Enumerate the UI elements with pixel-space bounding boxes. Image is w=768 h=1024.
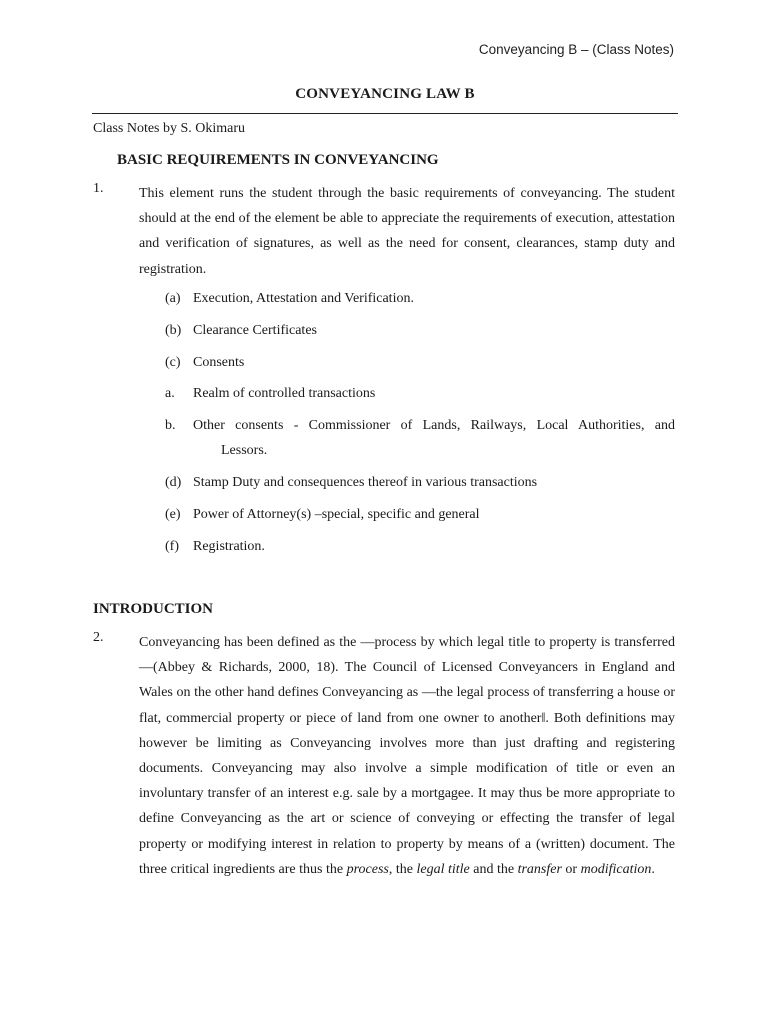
title-divider: [92, 113, 678, 114]
document-title: CONVEYANCING LAW B: [295, 86, 475, 102]
list-text: Power of Attorney(s) –special, specific and general: [193, 507, 480, 522]
list-text: Realm of controlled transactions: [193, 386, 376, 401]
list-text: Consents: [193, 355, 245, 370]
byline: Class Notes by S. Okimaru: [93, 121, 246, 136]
section-heading-basic-requirements: BASIC REQUIREMENTS IN CONVEYANCING: [117, 152, 439, 168]
list-text: Registration.: [193, 539, 265, 554]
paragraph-2: [139, 630, 675, 882]
paragraph-2-body: Conveyancing has been defined as the ―process by which legal title to property is transferred ―(Abbey & Richards, 2000, 18). The Council of Licensed Conveyancers in England and Wales on the other hand defines Conveyancing as ―the legal process of transferring a house or flat, commercial property or piece of land from one owner to another‖. Both definitions may however be limiting as Conveyancing involves more than just drafting and registering documents. Conveyancing may also involve a simple modification of title or even an involuntary transfer of an interest e.g. sale by a mortgagee. It may thus be more appropriate to define Conveyancing as the art or science of conveying or effecting the transfer of legal property or modifying interest in relation to property by means of a (written) document. The three critical ingredients are thus the: [139, 635, 675, 877]
term-process: process: [346, 861, 389, 877]
separator-text: , the: [388, 861, 417, 877]
separator-text: or: [561, 861, 581, 877]
list-marker: a.: [165, 386, 175, 401]
paragraph-number-2: 2.: [93, 630, 104, 645]
term-legal-title: legal title: [416, 861, 470, 877]
list-text: Other consents - Commissioner of Lands, Railways, Local Authorities, and: [193, 418, 675, 433]
list-marker: (a): [165, 291, 181, 306]
list-marker: (e): [165, 507, 181, 522]
section-heading-introduction: INTRODUCTION: [93, 601, 214, 617]
list-marker: (c): [165, 355, 181, 370]
list-marker: (d): [165, 475, 182, 490]
separator-text: and the: [469, 861, 518, 877]
term-modification: modification: [580, 861, 652, 877]
list-text: Stamp Duty and consequences thereof in various transactions: [193, 475, 538, 490]
list-marker: (f): [165, 539, 179, 554]
separator-text: .: [651, 861, 655, 877]
list-text-continuation: Lessors.: [221, 443, 268, 458]
term-transfer: transfer: [517, 861, 562, 877]
paragraph-1: This element runs the student through the basic requirements of conveyancing. The student should at the end of the element be able to appreciate the requirements of execution, attestation and verification of signatures, as well as the need for consent, clearances, stamp duty and registration.: [139, 186, 675, 277]
running-header: Conveyancing B – (Class Notes): [478, 42, 674, 57]
list-marker: b.: [165, 418, 176, 433]
list-text: Clearance Certificates: [193, 323, 317, 338]
list-marker: (b): [165, 323, 182, 338]
paragraph-number-1: 1.: [93, 181, 104, 196]
list-text: Execution, Attestation and Verification.: [193, 291, 414, 306]
